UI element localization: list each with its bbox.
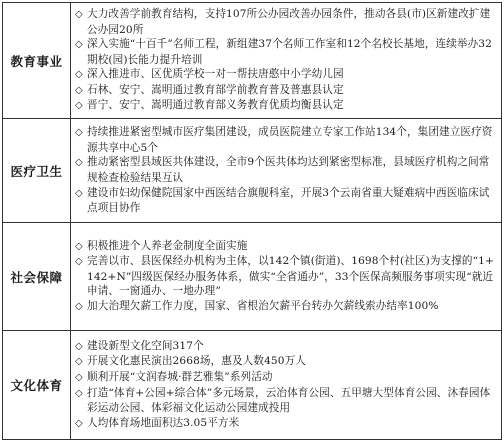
section-row-healthcare [3,119,502,223]
list-item [75,186,498,216]
diamond-bullet-icon: ◇ [75,340,83,352]
items-cell [71,119,502,223]
diamond-bullet-icon: ◇ [75,371,83,383]
item-text: 石林、安宁、嵩明通过教育部学前教育普及普惠县认定 [87,83,344,96]
item-text: 开展文化惠民演出2668场，惠及人数450万人 [87,355,306,368]
item-text: 加大治理欠薪工作力度，国家、省根治欠薪平台转办欠薪线索办结率100% [87,299,439,312]
section-row-social-security [3,223,502,331]
item-text: 深入推进市、区优质学校一对一帮扶唐憨中小学幼儿园 [87,68,344,81]
diamond-bullet-icon: ◇ [75,39,83,51]
item-text: 建设市妇幼保健院国家中西医结合旗舰科室，开展3个云南省重大疑难病中西医临床试点项目协作 [87,186,490,215]
list-item [75,83,498,99]
list-item [75,67,498,83]
item-text: 推动紧密型县域医共体建设，全市9个医共体均达到紧密型标准，县域医疗机构之间常规检查检验结果互认 [87,156,490,184]
item-text: 大力改善学前教育结构，支持107所公办园改善办园条件，推动各县(市)区新建改扩建公办园20所 [87,7,491,36]
livelihood-summary-table [2,2,502,440]
category-cell: 医疗卫生 [3,119,71,223]
list-item [75,254,498,299]
diamond-bullet-icon: ◇ [75,240,83,252]
diamond-bullet-icon: ◇ [75,387,83,399]
list-item [75,239,498,255]
list-item [75,98,498,114]
diamond-bullet-icon: ◇ [75,417,83,429]
item-text: 人均体育场地面积达3.05平方米 [87,416,240,429]
list-item [75,37,498,67]
item-text: 建设新型文化空间317个 [87,339,204,352]
category-cell: 社会保障 [3,223,71,331]
list-item [75,155,498,185]
list-item [75,7,498,37]
diamond-bullet-icon: ◇ [75,300,83,312]
item-text: 持续推进紧密型城市医疗集团建设，成员医院建立专家工作站134个，集团建立医疗资源共享中心5个 [87,126,493,154]
list-item [75,386,498,416]
item-text: 积极推进个人养老金制度全面实施 [87,239,248,252]
diamond-bullet-icon: ◇ [75,100,83,112]
category-cell: 教育事业 [3,3,71,119]
list-item [75,339,498,355]
item-text: 打造“体育+公园+综合体”多元场景，云冶体育公园、五甲塘大型体育公园、沐春园体彩运动公园、体彩福文化运动公园建成投用 [87,386,491,415]
diamond-bullet-icon: ◇ [75,84,83,96]
diamond-bullet-icon: ◇ [75,8,83,20]
diamond-bullet-icon: ◇ [75,69,83,81]
list-item [75,125,498,155]
list-item [75,416,498,432]
diamond-bullet-icon: ◇ [75,256,83,268]
diamond-bullet-icon: ◇ [75,356,83,368]
list-item [75,299,498,315]
item-text: 顺利开展“文润春城·群艺雅集”系列活动 [87,370,273,383]
item-text: 深入实施“十百千”名师工程，新组建37个名师工作室和12个名校长基地，连续举办32期校(园)长能力提升培训 [87,38,492,66]
items-cell [71,3,502,119]
list-item [75,354,498,370]
item-text: 完善以市、县医保经办机构为主体，以142个镇(街道)、1698个村(社区)为支撑的“1+142+N”四级医保经办服务体系，做实“全省通办”，33个医保高频服务事项实现“就近申请、一窗通办、一地办理” [87,255,494,298]
section-row-culture-sports [3,331,502,440]
diamond-bullet-icon: ◇ [75,127,83,139]
items-cell [71,331,502,440]
items-cell [71,223,502,331]
category-cell: 文化体育 [3,331,71,440]
diamond-bullet-icon: ◇ [75,157,83,169]
section-row-education [3,3,502,119]
list-item [75,370,498,386]
diamond-bullet-icon: ◇ [75,187,83,199]
item-text: 晋宁、安宁、嵩明通过教育部义务教育优质均衡县认定 [87,99,344,112]
